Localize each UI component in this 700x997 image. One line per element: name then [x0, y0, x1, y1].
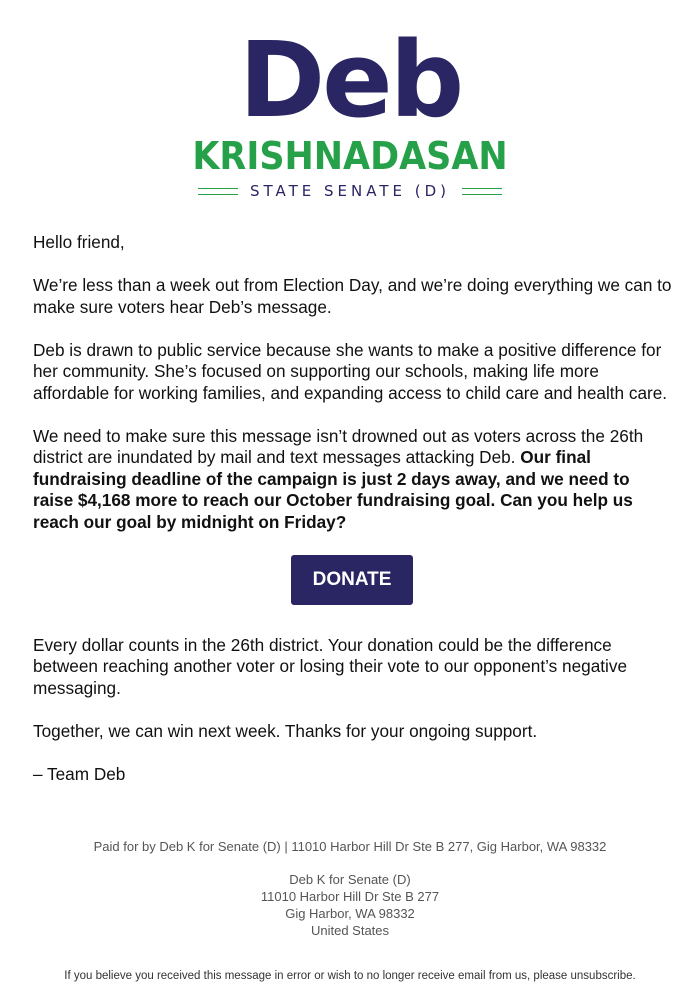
email-body [33, 232, 673, 807]
logo-office-row [0, 182, 700, 200]
logo-first-name: Deb [238, 19, 462, 141]
paragraph-public-service: Deb is drawn to public service because she wants to make a positive difference for her community. She’s focused on supporting our schools, making life more affordable for working families, and expanding access to child care and health care. [33, 339, 668, 403]
address-org-name: Deb K for Senate (D) [289, 872, 411, 887]
paragraph-deadline [33, 426, 673, 534]
logo-right-rule [462, 188, 502, 195]
address-city: Gig Harbor, WA 98332 [285, 906, 415, 921]
logo-office: STATE SENATE (D) [249, 182, 450, 200]
logo-last-name: KRISHNADASAN [192, 134, 508, 178]
paragraph-every-dollar: Every dollar counts in the 26th district. Your donation could be the difference between reaching another voter or losing their vote to our opponent’s negative messaging. [33, 634, 628, 698]
email-footer [0, 838, 700, 985]
address-country: United States [310, 923, 390, 938]
paragraph-election-day: We’re less than a week out from Election Day, and we’re doing everything we can to make sure voters hear Deb’s message. [33, 275, 672, 317]
campaign-logo [0, 19, 700, 200]
greeting: Hello friend, [33, 232, 125, 252]
logo-left-rule [198, 188, 238, 195]
paid-for-disclaimer: Paid for by Deb K for Senate (D) | 11010 Harbor Hill Dr Ste B 277, Gig Harbor, WA 98332 [93, 839, 607, 854]
paragraph-deadline-ask: Our final fundraising deadline of the campaign is just 2 days away, and we need to raise $4,168 more to reach our October fundraising goal. Can you help us reach our goal by midnight on Friday? [33, 447, 633, 532]
donate-container [33, 555, 673, 605]
mailing-address [0, 871, 700, 939]
unsubscribe-notice[interactable]: If you believe you received this message in error or wish to no longer receive email from us, please unsubscribe. [64, 970, 636, 982]
address-street: 11010 Harbor Hill Dr Ste B 277 [260, 889, 440, 904]
paragraph-deadline-text: We need to make sure this message isn’t drowned out as voters across the 26th district are inundated by mail and text messages attacking Deb. [33, 425, 644, 467]
donate-button[interactable]: DONATE [291, 555, 413, 605]
paragraph-together: Together, we can win next week. Thanks for your ongoing support. [33, 720, 538, 741]
signoff: – Team Deb [33, 763, 126, 784]
